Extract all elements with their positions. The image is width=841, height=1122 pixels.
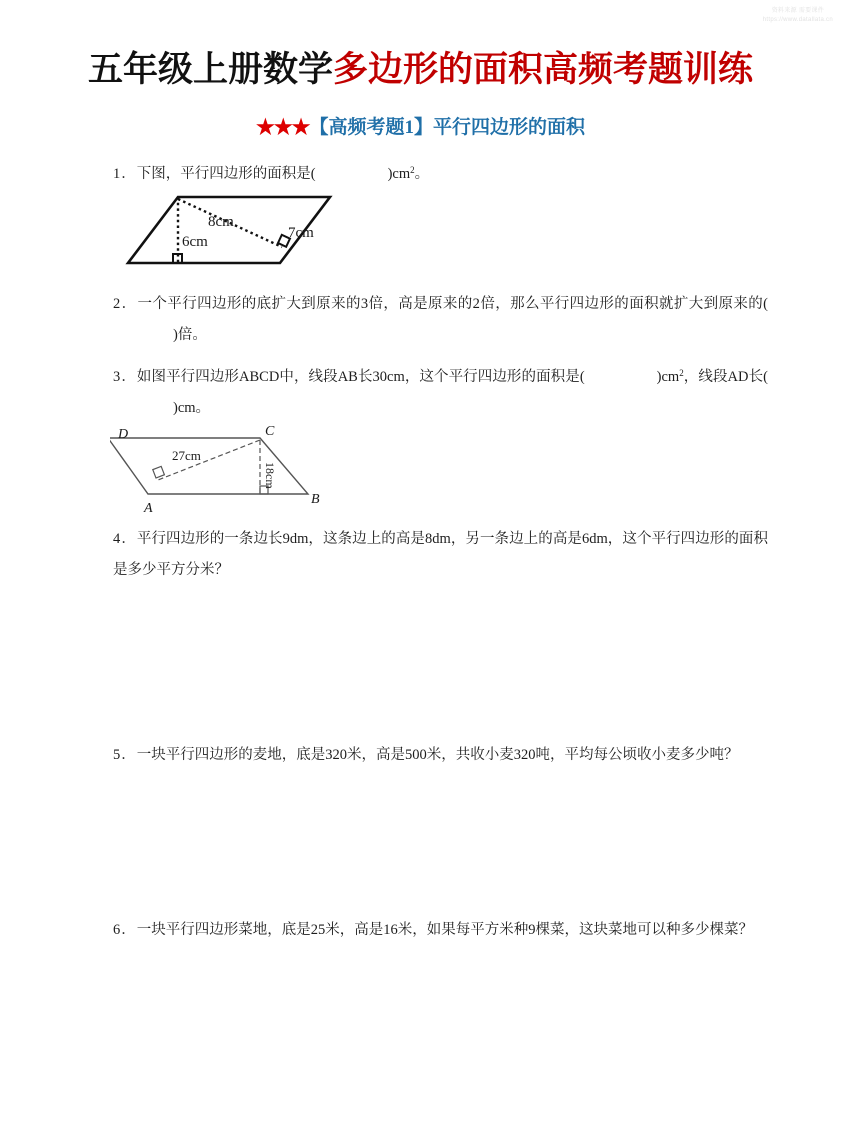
figure-2-vertex-d: D xyxy=(118,427,129,442)
section-subtitle xyxy=(0,112,841,140)
question-4-answer-area[interactable] xyxy=(113,590,768,720)
question-2 xyxy=(113,289,768,351)
question-3-text-c: ，线段AD长( xyxy=(683,369,768,385)
figure-1-diagonal-label: 8cm xyxy=(208,214,234,230)
page-title xyxy=(0,42,841,92)
right-angle-marker-ad xyxy=(153,466,165,478)
figure-2 xyxy=(110,422,340,517)
question-3-text-b: )cm xyxy=(656,369,680,385)
question-2-text-b: )倍。 xyxy=(173,327,207,343)
question-1-number: 1． xyxy=(113,166,137,182)
question-3-text-d: )cm。 xyxy=(173,400,211,416)
question-3-text-a: 如图平行四边形ABCD中，线段AB长30cm，这个平行四边形的面积是( xyxy=(136,369,585,385)
question-6-number: 6． xyxy=(113,922,137,938)
figure-1-height-label: 6cm xyxy=(182,234,208,250)
parallelogram-abcd-outline xyxy=(110,438,308,494)
question-4-text: 平行四边形的一条边长9dm，这条边上的高是8dm，另一条边上的高是6dm，这个平行四边形的面积是多少平方分米？ xyxy=(113,531,768,578)
figure-2-vertex-b: B xyxy=(311,492,320,507)
question-6-answer-area[interactable] xyxy=(113,981,768,1101)
figure-2-vertex-c: C xyxy=(265,424,275,439)
question-6-text: 一块平行四边形菜地，底是25米，高是16米，如果每平方米种9棵菜，这块菜地可以种多少棵菜？ xyxy=(136,922,753,938)
question-2-number: 2． xyxy=(113,296,138,312)
question-6 xyxy=(113,915,768,946)
watermark-line-2: https://www.datallata.cn xyxy=(762,17,833,23)
figure-2-vertex-a: A xyxy=(144,501,153,516)
question-4-number: 4． xyxy=(113,531,137,547)
figure-2-slant-height-label: 27cm xyxy=(172,448,201,463)
question-1-text-a: 下图，平行四边形的面积是( xyxy=(136,166,316,182)
question-1-text-b: )cm xyxy=(387,166,411,182)
page-title-grade: 五年级上册数学 xyxy=(87,50,333,89)
figure-2-height-label: 18cm xyxy=(263,462,277,489)
question-5-number: 5． xyxy=(113,747,137,763)
question-4 xyxy=(113,524,768,586)
question-3-superscript: 2 xyxy=(679,368,684,378)
watermark xyxy=(763,7,833,25)
watermark-line-1: 资料来源 需要课件 xyxy=(771,8,825,14)
question-1-superscript: 2 xyxy=(410,165,415,175)
page-title-topic: 多边形的面积高频考题训练 xyxy=(333,50,754,89)
question-3 xyxy=(113,358,768,424)
figure-1 xyxy=(120,183,350,281)
question-1-text-c: 。 xyxy=(414,166,430,182)
star-icon: ★★★ xyxy=(256,115,310,139)
section-subtitle-label: 【高频考题1】平行四边形的面积 xyxy=(309,117,585,138)
figure-1-side-label: 7cm xyxy=(288,225,314,241)
question-5-answer-area[interactable] xyxy=(113,806,768,906)
question-3-number: 3． xyxy=(113,369,137,385)
question-5 xyxy=(113,740,768,771)
question-2-text-a: 一个平行四边形的底扩大到原来的3倍，高是原来的2倍，那么平行四边形的面积就扩大到原来的( xyxy=(137,296,769,312)
question-5-text: 一块平行四边形的麦地，底是320米，高是500米，共收小麦320吨，平均每公顷收小麦多少吨？ xyxy=(136,747,739,763)
